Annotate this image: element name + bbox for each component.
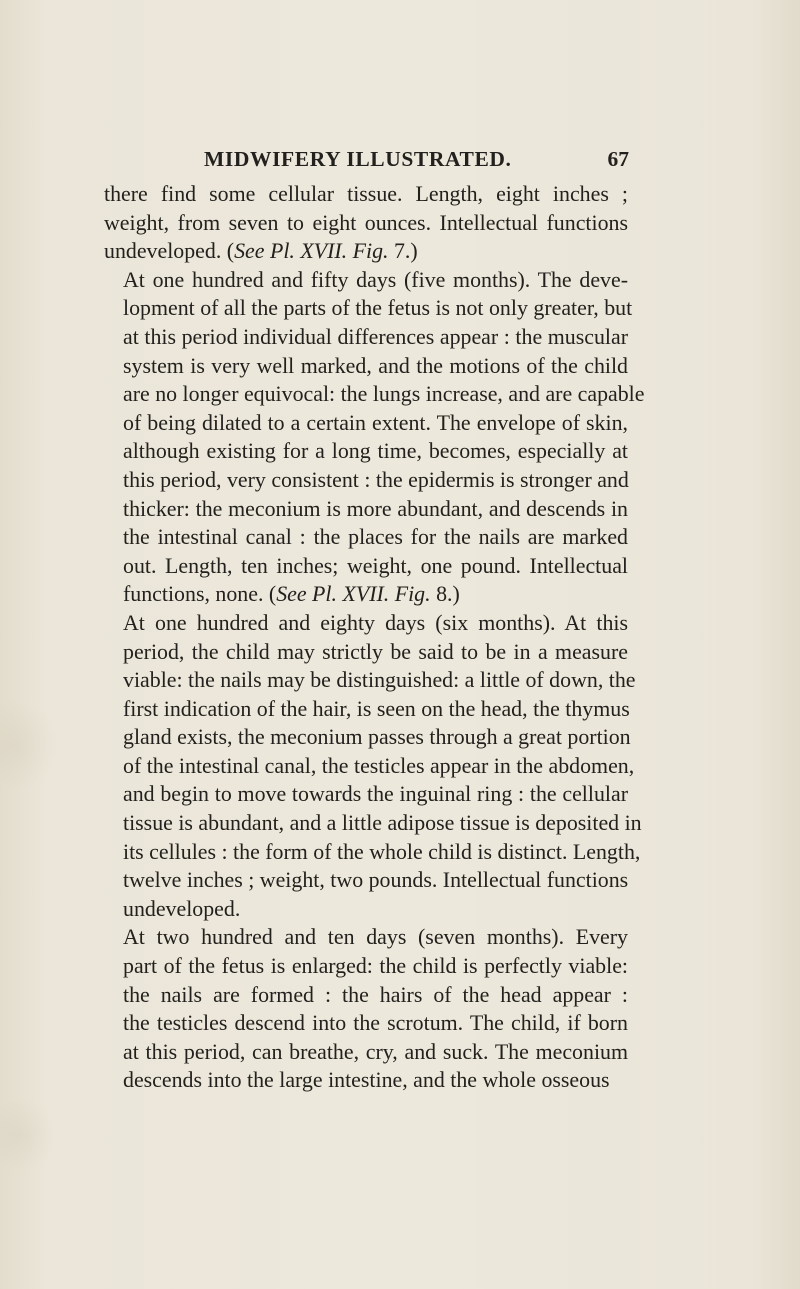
text-line: of being dilated to a certain extent. The envelope of skin, xyxy=(123,409,628,435)
text-line: at this period, can breathe, cry, and suck. The meconium xyxy=(123,1038,628,1064)
text-line: at this period individual differences appear : the muscular xyxy=(123,323,628,349)
text-line: period, the child may strictly be said to be in a measure xyxy=(123,638,628,664)
text-line: gland exists, the meconium passes through a great portion xyxy=(123,724,631,750)
text-line: this period, very consistent : the epidermis is stronger and xyxy=(123,466,629,492)
paragraph xyxy=(104,609,642,924)
text-line: its cellules : the form of the whole child is distinct. Length, xyxy=(123,838,641,864)
paragraph xyxy=(104,923,628,1095)
text-line: system is very well marked, and the motions of the child xyxy=(123,352,628,378)
text-line: undeveloped. xyxy=(123,895,241,921)
text-line: although existing for a long time, becomes, especially at xyxy=(123,438,628,464)
paper-stain xyxy=(0,1100,60,1170)
paragraph xyxy=(104,266,645,609)
text-line: At one hundred and eighty days (six months). At this xyxy=(123,609,628,635)
text-line: out. Length, ten inches; weight, one pound. Intellectual xyxy=(123,552,628,578)
text-line: of the intestinal canal, the testicles appear in the abdomen, xyxy=(123,752,635,778)
text-line xyxy=(104,580,628,609)
text-line: thicker: the meconium is more abundant, and descends in xyxy=(123,495,628,521)
text-line: are no longer equivocal: the lungs increase, and are capable xyxy=(123,381,645,407)
text-line: weight, from seven to eight ounces. Intellectual functions xyxy=(104,209,628,235)
text-line: first indication of the hair, is seen on the head, the thymus xyxy=(123,695,630,721)
text-line: the intestinal canal : the places for the nails are marked xyxy=(123,524,628,550)
text-line: descends into the large intestine, and the whole osseous xyxy=(123,1067,610,1093)
text-line: lopment of all the parts of the fetus is not only greater, but xyxy=(123,295,633,321)
text-line: the testicles descend into the scrotum. The child, if born xyxy=(123,1010,628,1036)
text-line xyxy=(104,237,628,266)
text-fragment: 7.) xyxy=(388,238,418,264)
text-line: and begin to move towards the inguinal ring : the cellular xyxy=(123,781,628,807)
plate-reference: See Pl. XVII. Fig. xyxy=(234,238,389,264)
text-line: twelve inches ; weight, two pounds. Intellectual functions xyxy=(123,867,629,893)
text-fragment: 8.) xyxy=(430,581,460,607)
plate-reference: See Pl. XVII. Fig. xyxy=(276,581,431,607)
text-line: viable: the nails may be distinguished: a little of down, the xyxy=(123,667,636,693)
text-line: At two hundred and ten days (seven months). Every xyxy=(123,924,628,950)
paragraph xyxy=(104,180,628,266)
text-line: At one hundred and fifty days (five months). The deve- xyxy=(123,266,628,292)
paper-stain xyxy=(0,700,60,790)
page-header xyxy=(204,147,629,177)
text-fragment: undeveloped. ( xyxy=(104,238,235,264)
text-line: there find some cellular tissue. Length, eight inches ; xyxy=(104,181,628,206)
text-line: tissue is abundant, and a little adipose tissue is deposited in xyxy=(123,810,642,836)
page-number: 67 xyxy=(607,147,629,171)
text-fragment: functions, none. ( xyxy=(123,581,277,607)
body-text xyxy=(104,180,645,1095)
text-line: part of the fetus is enlarged: the child is perfectly viable: xyxy=(123,953,628,979)
text-line: the nails are formed : the hairs of the head appear : xyxy=(123,981,628,1007)
running-title: MIDWIFERY ILLUSTRATED. xyxy=(204,147,512,171)
